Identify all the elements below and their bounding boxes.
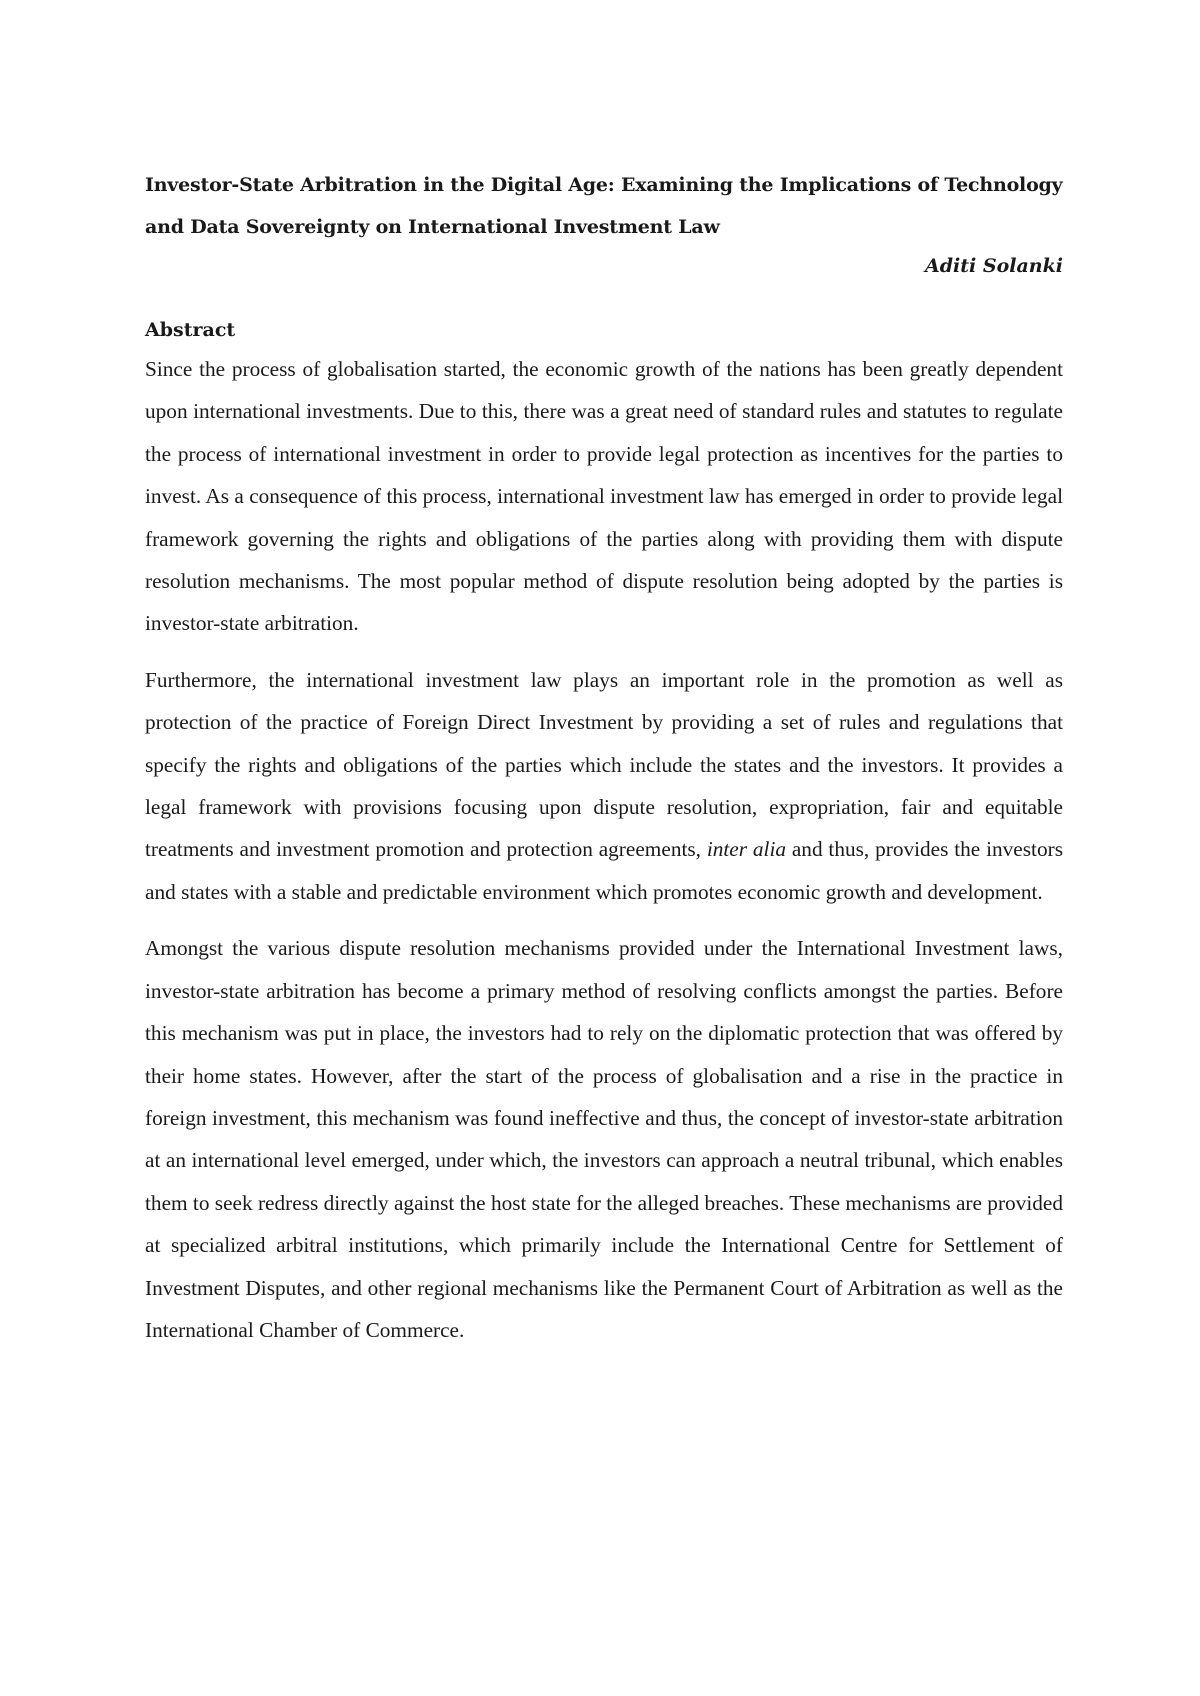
abstract-paragraph-2 <box>145 659 1063 913</box>
author-name: Aditi Solanki <box>925 255 1063 277</box>
abstract-paragraph-1: Since the process of globalisation started, the economic growth of the nations has been greatly dependent upon international investments. Due to this, there was a great need of standard rules and statutes to regulate the process of international investment in order to provide legal protection as incentives for the parties to invest. As a consequence of this process, international investment law has emerged in order to provide legal framework governing the rights and obligations of the parties along with providing them with dispute resolution mechanisms. The most popular method of dispute resolution being adopted by the parties is investor-state arbitration. <box>145 357 1063 636</box>
paragraph-2-text-before: Furthermore, the international investment law plays an important role in the promotion as well as protection of the practice of Foreign Direct Investment by providing a set of rules and regulations that specify the rights and obligations of the parties which include the states and the investors. It provides a legal framework with provisions focusing upon dispute resolution, expropriation, fair and equitable treatments and investment promotion and protection agreements, <box>145 667 1063 862</box>
paper-title: Investor-State Arbitration in the Digital Age: Examining the Implications of Technology and Data Sovereignty on International Investment Law <box>145 174 1063 238</box>
abstract-heading: Abstract <box>145 319 236 341</box>
abstract-paragraph-3: Amongst the various dispute resolution mechanisms provided under the International Investment laws, investor-state arbitration has become a primary method of resolving conflicts amongst the parties. Before this mechanism was put in place, the investors had to rely on the diplomatic protection that was offered by their home states. However, after the start of the process of globalisation and a rise in the practice in foreign investment, this mechanism was found ineffective and thus, the concept of investor-state arbitration at an international level emerged, under which, the investors can approach a neutral tribunal, which enables them to seek redress directly against the host state for the alleged breaches. These mechanisms are provided at specialized arbitral institutions, which primarily include the International Centre for Settlement of Investment Disputes, and other regional mechanisms like the Permanent Court of Arbitration as well as the International Chamber of Commerce. <box>145 936 1064 1342</box>
document-page <box>145 164 1063 1351</box>
italic-phrase: inter alia <box>706 837 787 862</box>
paragraph-2-text-after: and thus, provides the investors and states with a stable and predictable environment which promotes economic growth and development. <box>145 837 1063 904</box>
